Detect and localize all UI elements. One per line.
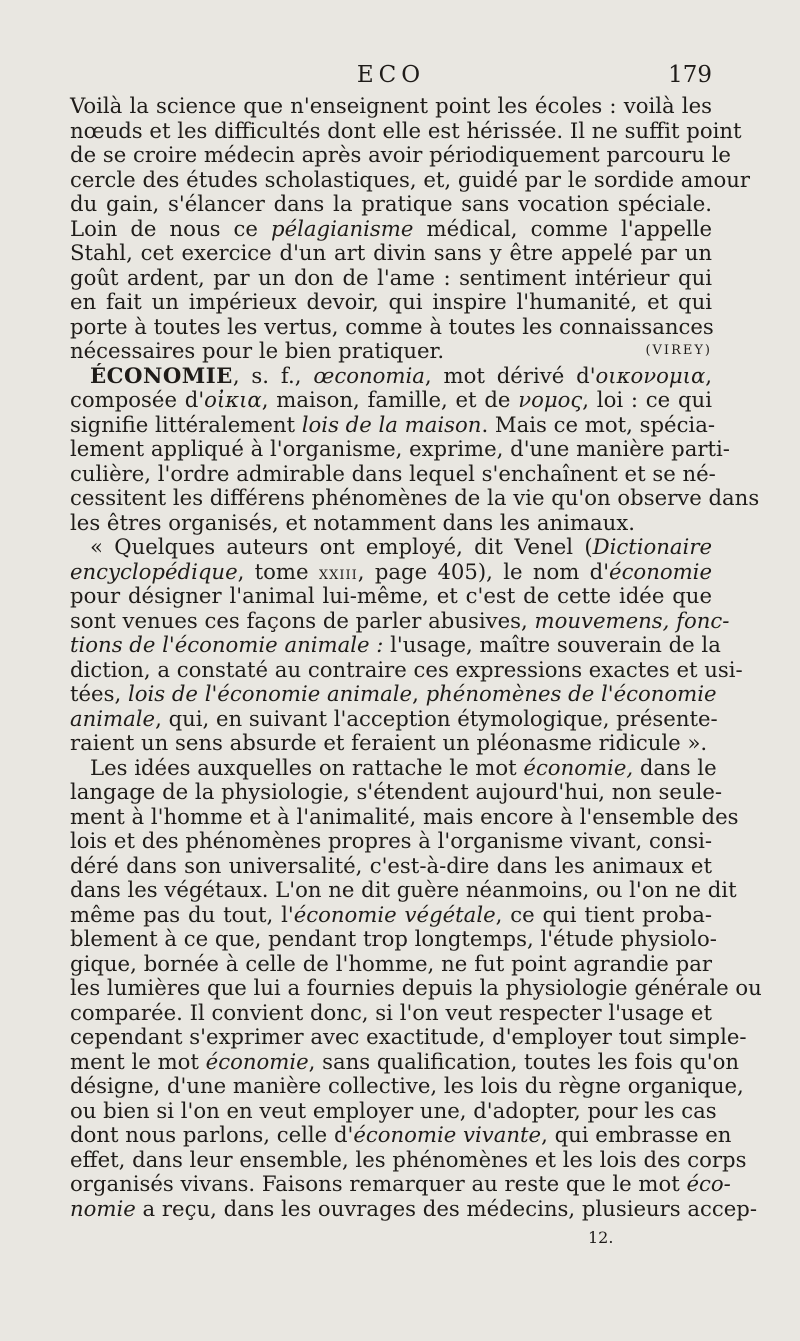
- text-line: les êtres organisés, et notamment dans les animaux.: [70, 509, 635, 535]
- italic-run: Dictionaire: [592, 534, 712, 559]
- italic-run: économie: [609, 558, 712, 584]
- text-run: a reçu, dans les ouvrages des médecins, plusieurs accep-: [135, 1195, 758, 1221]
- text-line: [70, 339, 712, 364]
- volume-numeral: XXIII: [318, 567, 358, 583]
- text-line: blement à ce que, pendant trop longtemps, l'étude physiolo-: [70, 926, 717, 951]
- text-run: , maison, famille, et de: [261, 387, 519, 412]
- text-line: [70, 607, 730, 634]
- italic-run: économie végétale: [293, 901, 496, 927]
- text-line: ment à l'homme et à l'animalité, mais encore à l'ensemble des: [70, 803, 739, 829]
- italic-run: pélagianisme: [271, 215, 414, 241]
- text-line: Voilà la science que n'enseignent point les écoles : voilà les: [70, 93, 712, 118]
- text-run: nécessaires pour le bien pratiquer.: [70, 338, 445, 363]
- italic-run: lois de la maison: [301, 411, 482, 437]
- entry-headline: [70, 364, 712, 389]
- greek-run: οἰκια: [204, 387, 262, 412]
- text-run: Les idées auxquelles on rattache le mot: [90, 754, 524, 780]
- text-line: [70, 903, 712, 928]
- text-run: , mot dérivé d': [424, 362, 596, 388]
- text-line: [70, 705, 718, 732]
- text-line: [70, 388, 712, 413]
- text-run: médical, comme l'appelle: [413, 215, 713, 241]
- italic-run: mouvemens, fonc-: [534, 607, 730, 633]
- text-line: culière, l'ordre admirable dans lequel s'enchaînent et se né-: [70, 460, 716, 486]
- text-line: ou bien si l'on en veut employer une, d'adopter, pour les cas: [70, 1097, 717, 1123]
- text-line: lois et des phénomènes propres à l'organisme vivant, consi-: [70, 828, 713, 853]
- text-run: , qui, en suivant l'acception étymologique, présente-: [155, 705, 718, 731]
- text-line: cessitent les différens phénomènes de la vie qu'on observe dans: [70, 485, 760, 510]
- greek-run: νομος: [518, 387, 583, 412]
- text-line: cependant s'exprimer avec exactitude, d'employer tout simple-: [70, 1024, 747, 1049]
- text-line: [70, 217, 712, 242]
- italic-run: nomie: [70, 1195, 136, 1221]
- text-run: ment le mot: [70, 1048, 206, 1074]
- text-run: composée d': [70, 387, 205, 412]
- italic-run: lois de l'économie animale: [127, 681, 413, 706]
- text-line: goût ardent, par un don de l'ame : sentiment intérieur qui: [70, 264, 712, 290]
- text-line: pour désigner l'animal lui-même, et c'est de cette idée que: [70, 583, 712, 608]
- text-run: , loi : ce qui: [582, 387, 712, 412]
- text-line: [70, 560, 712, 585]
- author-signature: (VIREY): [645, 343, 712, 358]
- text-line: de se croire médecin après avoir périodiquement parcouru le: [70, 142, 731, 167]
- text-line: [70, 632, 721, 658]
- text-line: langage de la physiologie, s'étendent aujourd'hui, non seule-: [70, 779, 723, 804]
- text-line: [70, 1195, 758, 1222]
- italic-run: économie: [205, 1048, 309, 1074]
- text-line: [70, 1122, 732, 1148]
- text-run: Loin de nous ce: [70, 215, 272, 241]
- text-line: dans les végétaux. L'on ne dit guère néanmoins, ou l'on ne dit: [70, 877, 737, 902]
- text-line: diction, a constaté au contraire ces expressions exactes et usi-: [70, 656, 743, 682]
- page-number: 179: [668, 62, 712, 88]
- text-run: tées,: [70, 681, 128, 706]
- body-text: [70, 93, 762, 1221]
- text-line: nœuds et les difficultés dont elle est hérissée. Il ne suffit point: [70, 117, 742, 143]
- text-run: , s. f.,: [232, 362, 314, 388]
- text-line: cercle des études scholastiques, et, guidé par le sordide amour: [70, 166, 751, 192]
- text-line: [70, 411, 715, 438]
- italic-run: économie vivante: [353, 1122, 542, 1147]
- text-run: signifie littéralement: [70, 411, 302, 437]
- text-line: [70, 681, 717, 707]
- text-run: même pas du tout, l': [70, 901, 294, 927]
- italic-run: encyclopédique: [70, 558, 238, 584]
- text-line: [70, 1171, 731, 1197]
- italic-run: éco-: [686, 1171, 731, 1196]
- text-run: organisés vivans. Faisons remarquer au reste que le mot: [70, 1171, 687, 1196]
- text-run: , tome: [237, 558, 319, 584]
- text-run: . Mais ce mot, spécia-: [481, 411, 715, 437]
- text-line: [70, 754, 717, 781]
- text-run: , sans qualification, toutes les fois qu'on: [308, 1048, 739, 1074]
- text-line: en fait un impérieux devoir, qui inspire l'humanité, et qui: [70, 289, 712, 314]
- text-line: les lumières que lui a fournies depuis la physiologie générale ou: [70, 975, 762, 1000]
- text-line: désigne, d'une manière collective, les lois du règne organique,: [70, 1073, 744, 1098]
- italic-run: phénomènes de l'économie: [425, 681, 717, 706]
- text-run: dont nous parlons, celle d': [70, 1122, 354, 1147]
- text-line: effet, dans leur ensemble, les phénomènes et les lois des corps: [70, 1146, 747, 1172]
- text-line: [70, 1048, 739, 1075]
- text-run: ,: [412, 681, 426, 706]
- italic-run: œconomia: [313, 362, 425, 388]
- signature-mark: 12.: [588, 1228, 614, 1247]
- text-run: l'usage, maître souverain de la: [383, 632, 721, 657]
- entry-headword: ÉCONOMIE: [90, 362, 233, 388]
- text-run: , ce qui tient proba-: [495, 901, 712, 927]
- text-line: Stahl, cet exercice d'un art divin sans y être appelé par un: [70, 240, 712, 265]
- text-line: [70, 535, 712, 560]
- text-line: comparée. Il convient donc, si l'on veut respecter l'usage et: [70, 999, 712, 1025]
- italic-run: économie,: [523, 754, 634, 780]
- text-line: gique, bornée à celle de l'homme, ne fut point agrandie par: [70, 950, 712, 976]
- text-run: , qui embrasse en: [541, 1122, 732, 1147]
- page-header: [70, 62, 712, 92]
- italic-run: tions de l'économie animale :: [70, 632, 384, 657]
- italic-run: animale: [70, 705, 156, 731]
- text-run: sont venues ces façons de parler abusives,: [70, 607, 535, 633]
- text-run: ,: [705, 362, 712, 388]
- text-line: du gain, s'élancer dans la pratique sans vocation spéciale.: [70, 191, 712, 216]
- text-line: raient un sens absurde et feraient un pléonasme ridicule ».: [70, 730, 708, 755]
- text-line: porte à toutes les vertus, comme à toutes les connaissances: [70, 313, 714, 339]
- text-run: « Quelques auteurs ont employé, dit Venel (: [90, 534, 593, 559]
- text-line: déré dans son universalité, c'est-à-dire dans les animaux et: [70, 852, 712, 878]
- running-head: ECO: [356, 62, 426, 88]
- text-line: lement appliqué à l'organisme, exprime, d'une manière parti-: [70, 436, 730, 461]
- text-run: dans le: [633, 754, 717, 780]
- text-run: , page 405), le nom d': [357, 558, 610, 584]
- greek-run: οικονομια: [595, 362, 706, 388]
